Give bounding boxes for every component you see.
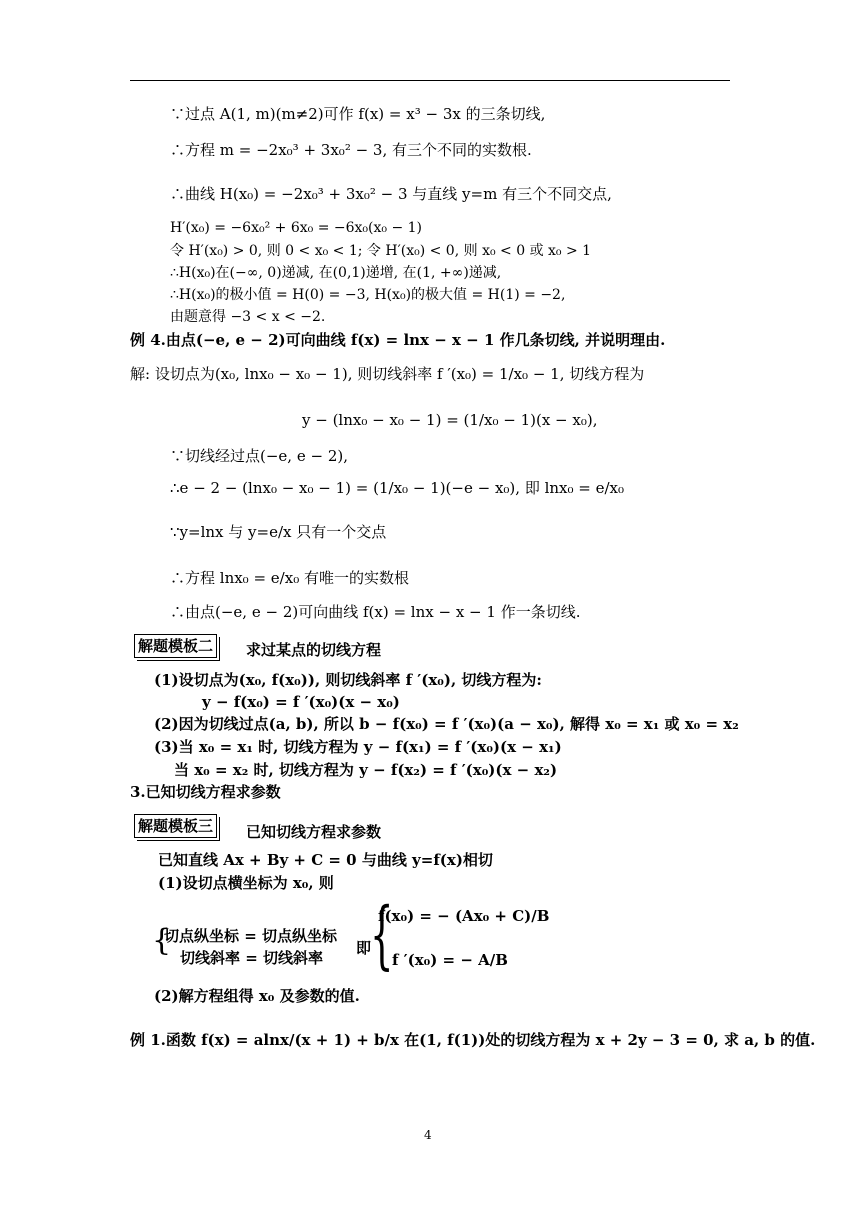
system-equivalent-label: 即 bbox=[356, 939, 372, 957]
line-through-point: ∵切线经过点(−e, e − 2), bbox=[170, 447, 348, 465]
system-row-ordinate: 切点纵坐标 = 切点纵坐标 bbox=[164, 927, 338, 945]
line-equation-roots: ∴方程 m = −2x₀³ + 3x₀² − 3, 有三个不同的实数根. bbox=[170, 141, 532, 159]
line-unique-root: ∴方程 lnx₀ = e/x₀ 有唯一的实数根 bbox=[170, 569, 409, 587]
line-condition: ∵过点 A(1, m)(m≠2)可作 f(x) = x³ − 3x 的三条切线, bbox=[170, 105, 546, 123]
template-3-step-2: (2)解方程组得 x₀ 及参数的值. bbox=[154, 987, 360, 1005]
system-row-slope: 切线斜率 = 切线斜率 bbox=[180, 949, 324, 967]
line-substitution: ∴e − 2 − (lnx₀ − x₀ − 1) = (1/x₀ − 1)(−e − x₀), 即 lnx₀ = e/x₀ bbox=[170, 479, 625, 497]
system-brace-left: { bbox=[152, 923, 172, 958]
template-2-step-2: (2)因为切线过点(a, b), 所以 b − f(x₀) = f ′(x₀)(a − x₀), 解得 x₀ = x₁ 或 x₀ = x₂ bbox=[154, 715, 739, 733]
header-rule bbox=[130, 80, 730, 81]
template-2-step-1: (1)设切点为(x₀, f(x₀)), 则切线斜率 f ′(x₀), 切线方程为: bbox=[154, 671, 542, 689]
system-brace-right: { bbox=[370, 892, 394, 978]
system-slope-equation: f ′(x₀) = − A/B bbox=[392, 951, 508, 969]
line-extrema: ∴H(x₀)的极小值 = H(0) = −3, H(x₀)的极大值 = H(1) = −2, bbox=[170, 287, 566, 303]
example-4-title: 例 4.由点(−e, e − 2)可向曲线 f(x) = lnx − x − 1 作几条切线, 并说明理由. bbox=[130, 331, 666, 349]
line-sign-analysis: 令 H′(x₀) > 0, 则 0 < x₀ < 1; 令 H′(x₀) < 0, 则 x₀ < 0 或 x₀ > 1 bbox=[170, 243, 592, 259]
template-2-title: 求过某点的切线方程 bbox=[246, 641, 382, 659]
section-3-heading: 3.已知切线方程求参数 bbox=[130, 783, 281, 801]
template-3-given: 已知直线 Ax + By + C = 0 与曲线 y=f(x)相切 bbox=[158, 851, 493, 869]
line-derivative: H′(x₀) = −6x₀² + 6x₀ = −6x₀(x₀ − 1) bbox=[170, 220, 422, 236]
solution-intro: 解: 设切点为(x₀, lnx₀ − x₀ − 1), 则切线斜率 f ′(x₀) = 1/x₀ − 1, 切线方程为 bbox=[130, 365, 645, 383]
template-2-box: 解题模板二 bbox=[134, 634, 217, 658]
line-conclusion: 由题意得 −3 < x < −2. bbox=[170, 309, 326, 325]
line-one-tangent: ∴由点(−e, e − 2)可向曲线 f(x) = lnx − x − 1 作一条切线. bbox=[170, 603, 581, 621]
template-2-step-3b: 当 x₀ = x₂ 时, 切线方程为 y − f(x₂) = f ′(x₀)(x − x₂) bbox=[174, 761, 558, 779]
line-curve-intersection: ∴曲线 H(x₀) = −2x₀³ + 3x₀² − 3 与直线 y=m 有三个不同交点, bbox=[170, 185, 612, 203]
example-1-title: 例 1.函数 f(x) = alnx/(x + 1) + b/x 在(1, f(1))处的切线方程为 x + 2y − 3 = 0, 求 a, b 的值. bbox=[130, 1031, 816, 1049]
tangent-equation: y − (lnx₀ − x₀ − 1) = (1/x₀ − 1)(x − x₀), bbox=[302, 411, 598, 429]
template-3-title: 已知切线方程求参数 bbox=[246, 823, 382, 841]
page-number: 4 bbox=[424, 1128, 432, 1142]
template-3-step-1: (1)设切点横坐标为 x₀, 则 bbox=[158, 874, 334, 892]
system-value-equation: f(x₀) = − (Ax₀ + C)/B bbox=[378, 907, 550, 925]
template-3-box: 解题模板三 bbox=[134, 814, 217, 838]
template-2-step-3: (3)当 x₀ = x₁ 时, 切线方程为 y − f(x₁) = f ′(x₀)(x − x₁) bbox=[154, 738, 562, 756]
line-monotonicity: ∴H(x₀)在(−∞, 0)递减, 在(0,1)递增, 在(1, +∞)递减, bbox=[170, 265, 502, 281]
template-2-tangent-form: y − f(x₀) = f ′(x₀)(x − x₀) bbox=[202, 693, 400, 711]
line-single-intersection: ∵y=lnx 与 y=e/x 只有一个交点 bbox=[170, 523, 387, 541]
